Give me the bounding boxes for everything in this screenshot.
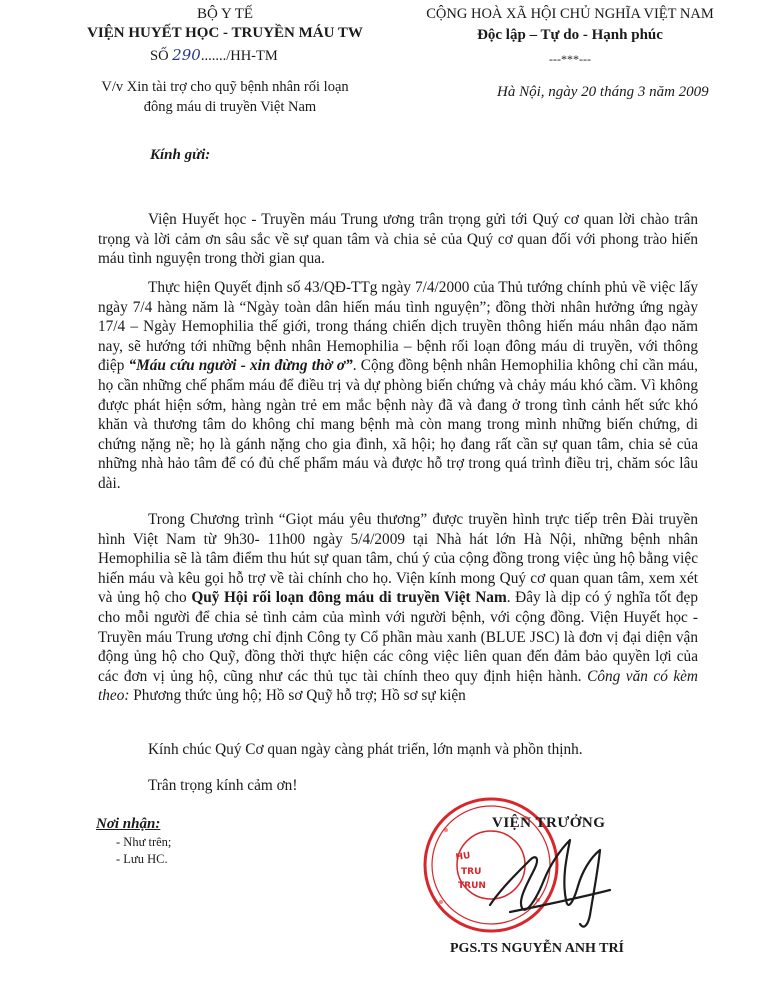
paragraph-2-text-b: . Cộng đồng bệnh nhân Hemophilia không chỉ cần máu, họ cần những chế phẩm máu để điều trị và dự phòng biến chứng và chảy máu khó cầm. Vì không được phát hiện sớm, hàng ngàn trẻ em mắc bệnh này đã và đang ở trong tình cảnh hết sức khó khăn và thương tâm do không chỉ mang bệnh mà còn mang trong mình những biến chứng, di chứng nặng nề; họ là gánh nặng cho gia đình, xã hội; họ đang rất cần sự quan tâm, chia sẻ của những nhà hảo tâm để có đủ chế phẩm máu và được hỗ trợ trong quá trình điều trị, chăm sóc lâu dài. bbox=[98, 357, 698, 492]
closing-thanks: Trân trọng kính cảm ơn! bbox=[148, 777, 298, 794]
recipient-item: - Như trên; bbox=[116, 835, 172, 849]
document-number bbox=[150, 46, 350, 65]
paragraph-3-attachments: Phương thức ủng hộ; Hồ sơ Quỹ hỗ trợ; Hồ sơ sự kiện bbox=[129, 687, 466, 705]
motto-ornament: ---***--- bbox=[549, 52, 591, 66]
subject-line-1: V/v Xin tài trợ cho quỹ bệnh nhân rối loạn bbox=[101, 79, 349, 95]
national-motto: Độc lập – Tự do - Hạnh phúc bbox=[477, 27, 663, 43]
place-and-date: Hà Nội, ngày 20 tháng 3 năm 2009 bbox=[497, 84, 709, 100]
handwritten-signature bbox=[470, 820, 640, 940]
ministry-name: BỘ Y TẾ bbox=[196, 6, 254, 22]
svg-text:TRUN: TRUN bbox=[458, 881, 486, 891]
country-name: CỘNG HOÀ XÃ HỘI CHỦ NGHĨA VIỆT NAM bbox=[426, 6, 714, 22]
recipients-title: Nơi nhận: bbox=[96, 816, 161, 832]
paragraph-1: Viện Huyết học - Truyền máu Trung ương trân trọng gửi tới Quý cơ quan lời chào trân trọng và lời cảm ơn sâu sắc về sự quan tâm và chia sẻ của Quý cơ quan đối với phong trào hiến máu tình nguyện trong thời gian qua. bbox=[98, 211, 698, 268]
paragraph-2 bbox=[98, 278, 698, 494]
signatory-name: PGS.TS NGUYỄN ANH TRÍ bbox=[450, 941, 625, 956]
paragraph-3-text-a: Trong Chương trình “Giọt máu yêu thương” được truyền hình trực tiếp trên Đài truyền hình Việt Nam từ 9h30- 11h00 ngày 5/4/2009 tại Nhà hát lớn Hà Nội, những bệnh nhân Hemophilia sẽ là tâm điểm thu hút sự quan tâm, chú ý của cộng đồng trong việc ủng hộ bằng việc hiến máu và kêu gọi hỗ trợ về tài chính cho họ. Viện kính mong Quý cơ quan quan tâm, xem xét và ủng hộ cho bbox=[98, 511, 698, 607]
subject-line-2: đông máu di truyền Việt Nam bbox=[143, 99, 317, 115]
closing-wish: Kính chúc Quý Cơ quan ngày càng phát triển, lớn mạnh và phồn thịnh. bbox=[148, 741, 583, 758]
svg-text:TRU: TRU bbox=[461, 867, 482, 877]
signatory-title: VIỆN TRƯỞNG bbox=[492, 815, 606, 831]
number-prefix: SỐ bbox=[150, 48, 169, 64]
paragraph-3-fund-name: Quỹ Hội rối loạn đông máu di truyền Việt Nam bbox=[191, 589, 507, 607]
greeting: Kính gửi: bbox=[150, 147, 211, 163]
institute-name: VIỆN HUYẾT HỌC - TRUYỀN MÁU TW bbox=[87, 25, 363, 41]
number-handwritten: 290 bbox=[172, 46, 201, 64]
paragraph-3 bbox=[98, 510, 698, 706]
paragraph-3-text-b: . Đây là dịp có ý nghĩa tốt đẹp cho mỗi người để chia sẻ tình cảm của mình với người bệnh, với cộng đồng. Viện Huyết học - Truyền máu Trung ương chỉ định Công ty Cổ phần màu xanh (BLUE JSC) là đơn vị đại diện vận động ủng hộ cho Quỹ, đồng thời thực hiện các công việc liên quan đến đảm bảo quyền lợi của các đơn vị ủng hộ, cũng như các thủ tục tài chính theo quy định hiện hành. bbox=[98, 589, 698, 685]
paragraph-3-attachment-label: Công văn có kèm theo: bbox=[98, 667, 698, 705]
paragraph-2-text-a: Thực hiện Quyết định số 43/QĐ-TTg ngày 7/4/2000 của Thủ tướng chính phủ về việc lấy ngày 7/4 hàng năm là “Ngày toàn dân hiến máu tình nguyện”; đồng thời nhân hưởng ứng ngày 17/4 – Ngày Hemophilia thế giới, trong tháng chiến dịch truyền thông hiến máu nhân đạo năm nay, sẽ hướng tới những bệnh nhân Hemophilia – bệnh rối loạn đông máu di truyền, với thông điệp bbox=[98, 279, 698, 375]
paragraph-2-quote: “Máu cứu người - xin đừng thờ ơ” bbox=[128, 357, 353, 375]
number-suffix: ......./HH-TM bbox=[200, 48, 278, 64]
recipient-item: - Lưu HC. bbox=[116, 852, 168, 866]
svg-text:HU: HU bbox=[455, 851, 472, 863]
